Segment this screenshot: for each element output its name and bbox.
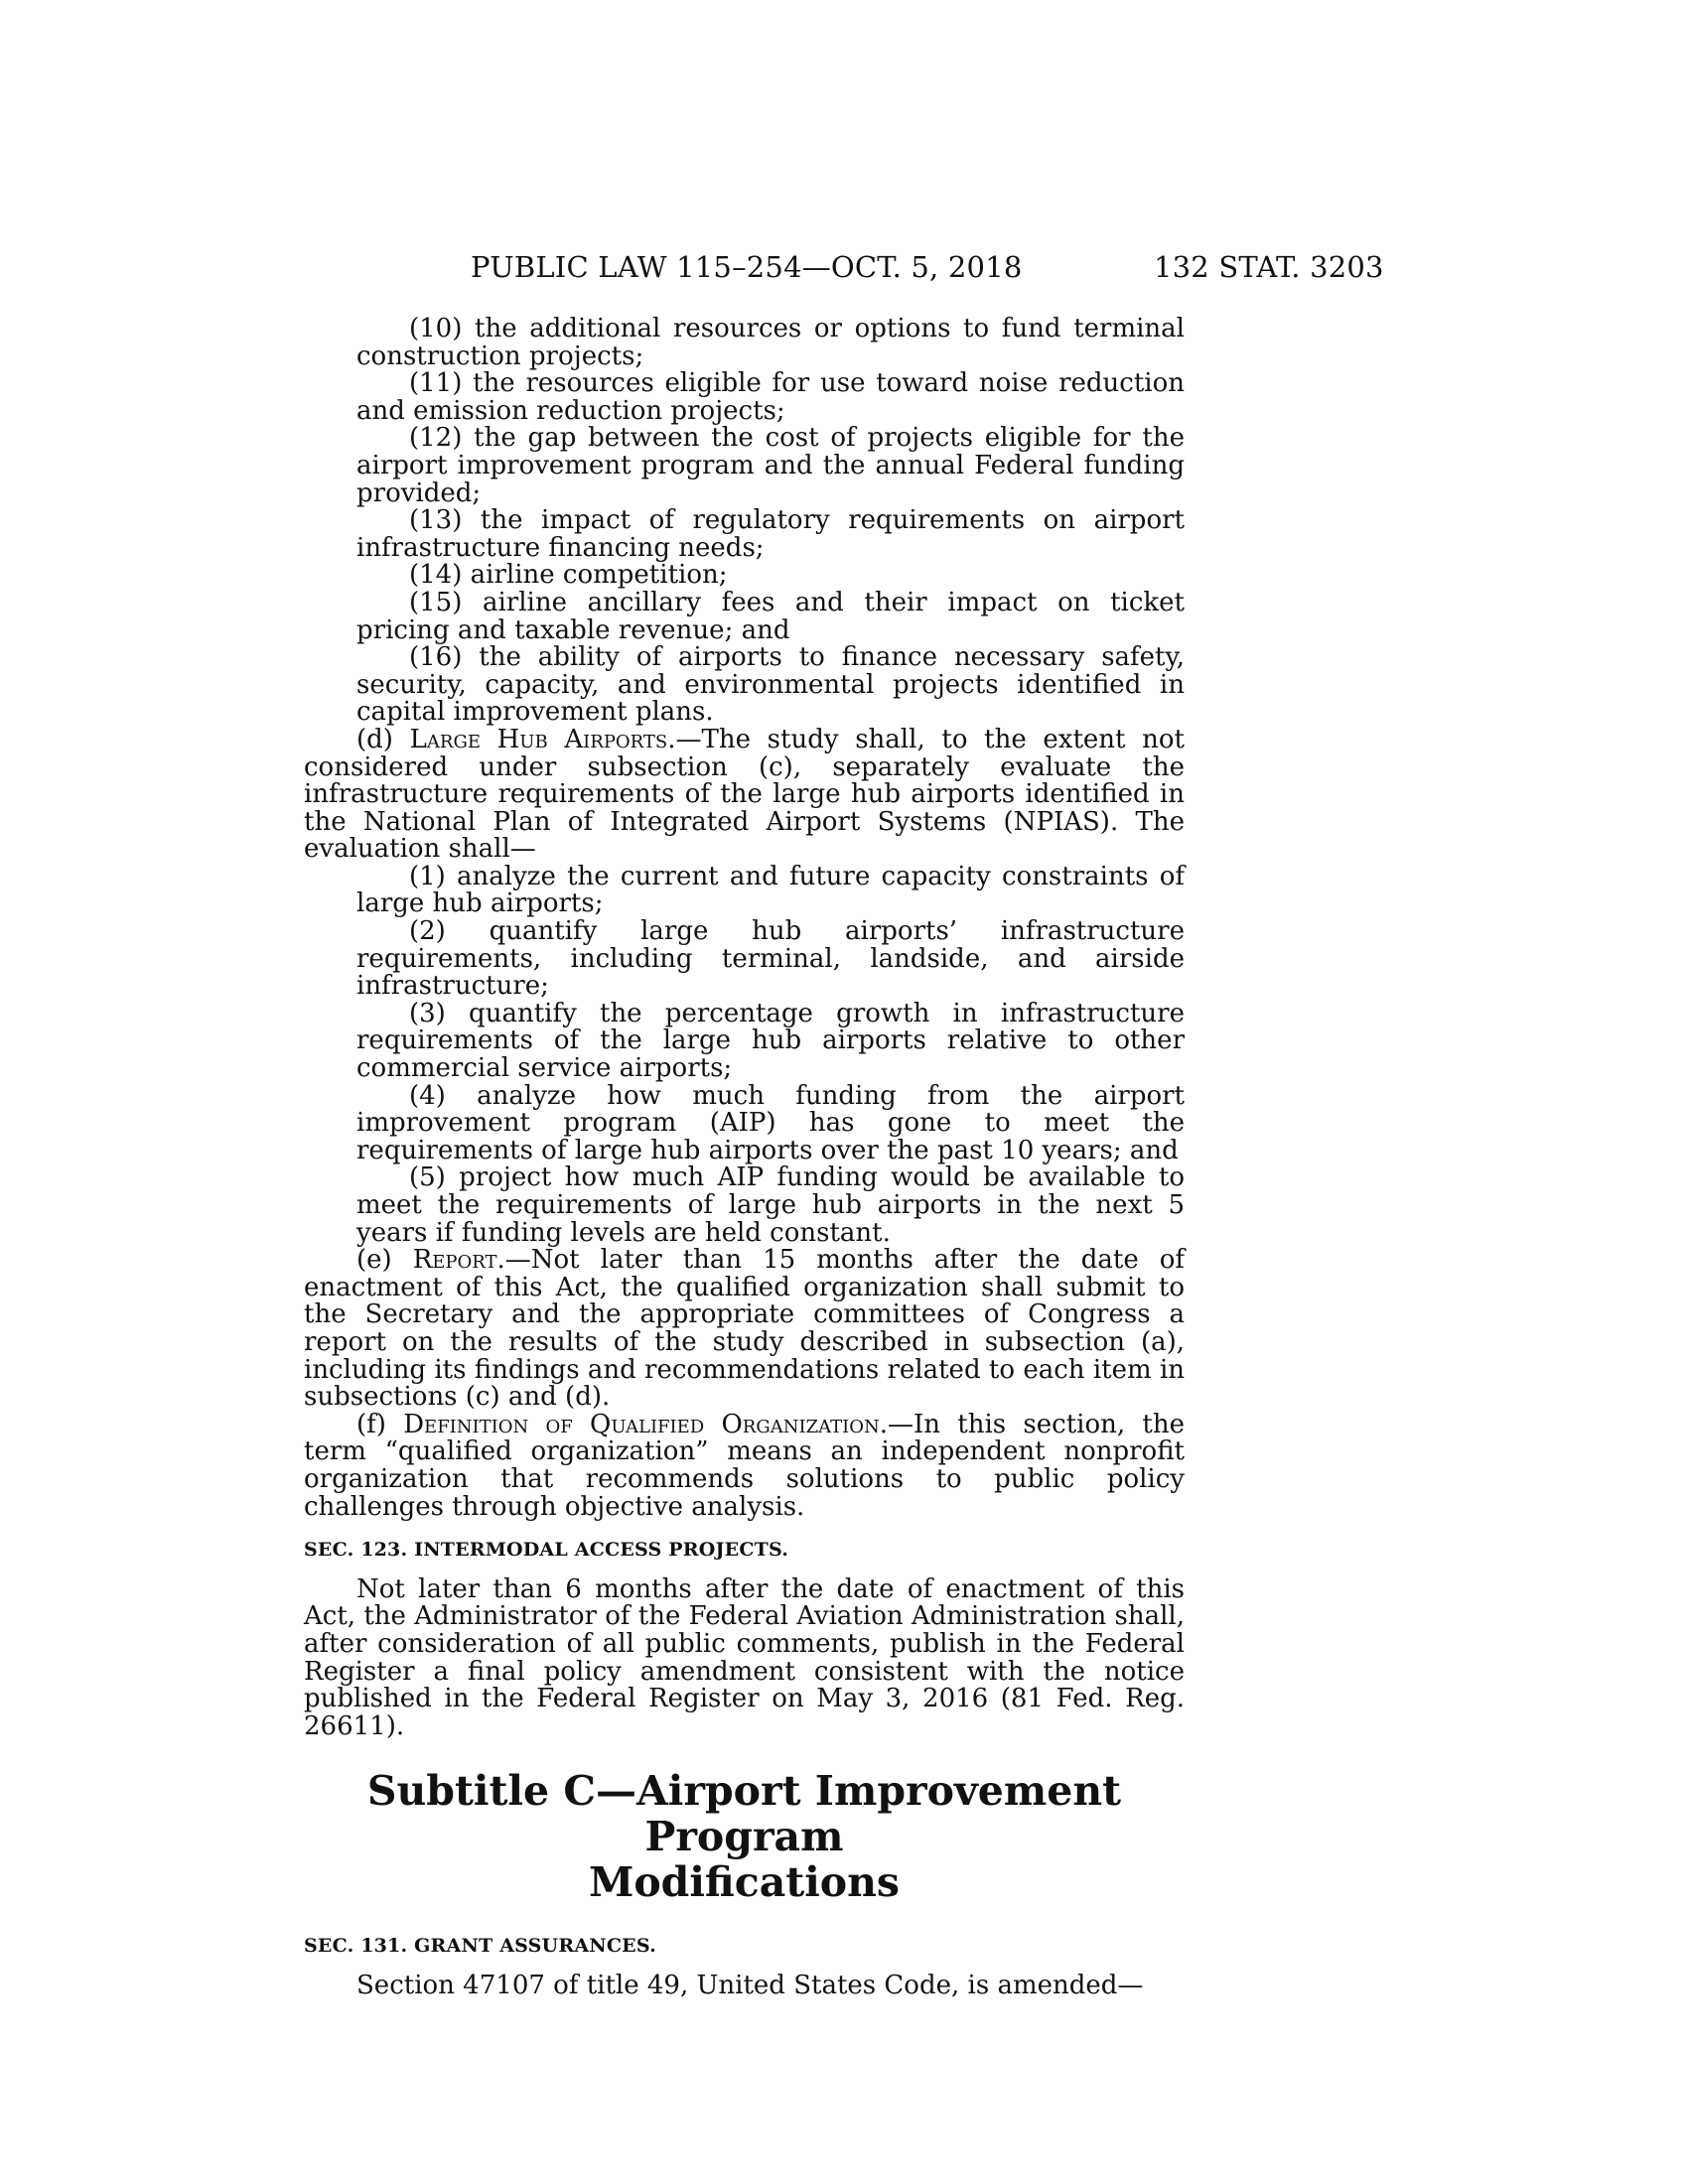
list-item: (10) the additional resources or options to fund terminal construction projects;: [356, 314, 1185, 371]
subsection-f-heading: Definition of Qualified Organization.: [403, 1409, 889, 1439]
list-item: (13) the impact of regulatory requirements on airport infrastructure financing needs;: [356, 505, 1185, 563]
list-item: (5) project how much AIP funding would be available to meet the requirements of large hub airports in the next 5 years if funding levels are held constant.: [356, 1162, 1185, 1248]
list-item: (16) the ability of airports to finance necessary safety, security, capacity, and environmental projects identified in capital improvement plans.: [356, 642, 1185, 728]
subsection-e-enum: (e): [356, 1245, 392, 1276]
document-body: [304, 316, 1185, 1999]
section-123-heading: SEC. 123. INTERMODAL ACCESS PROJECTS.: [304, 1539, 789, 1562]
section-131-text: Section 47107 of title 49, United States Code, is amended—: [356, 1970, 1144, 2000]
subsection-f-enum: (f): [356, 1409, 386, 1439]
list-item: (4) analyze how much funding from the airport improvement program (AIP) has gone to meet the requirements of large hub airports over the past 10 years; and: [356, 1080, 1185, 1165]
subtitle-heading: [304, 1768, 1185, 1905]
list-item: (14) airline competition;: [409, 560, 728, 591]
list-item: (12) the gap between the cost of projects eligible for the airport improvement program and the annual Federal funding provided;: [356, 423, 1185, 508]
running-header: [0, 250, 1688, 290]
subsection-d: [304, 724, 1185, 865]
running-head-title: PUBLIC LAW 115–254—OCT. 5, 2018: [471, 250, 1023, 284]
subsection-e-heading: Report.: [412, 1245, 505, 1276]
subtitle-line-2: Modifications: [588, 1858, 901, 1907]
list-item: (15) airline ancillary fees and their impact on ticket pricing and taxable revenue; and: [356, 587, 1185, 645]
list-item: (3) quantify the percentage growth in infrastructure requirements of the large hub airports relative to other commercial service airports;: [356, 998, 1185, 1084]
subsection-f-text: —In this section, the term “qualified organization” means an independent nonprofit organization that recommends solutions to public policy challenges through objective analysis.: [304, 1409, 1185, 1522]
list-item: (1) analyze the current and future capacity constraints of large hub airports;: [356, 861, 1185, 919]
section-123-text: Not later than 6 months after the date of enactment of this Act, the Administrator of the Federal Aviation Administration shall, after consideration of all public comments, publish in the Federal Register a final policy amendment consistent with the notice published in the Federal Register on May 3, 2016 (81 Fed. Reg. 26611).: [304, 1573, 1185, 1741]
list-item: (2) quantify large hub airports’ infrastructure requirements, including terminal, landside, and airside infrastructure;: [356, 916, 1185, 1002]
stat-page-number: 132 STAT. 3203: [1154, 250, 1384, 284]
list-item: (11) the resources eligible for use toward noise reduction and emission reduction projects;: [356, 368, 1185, 426]
subsection-d-enum: (d): [356, 724, 393, 754]
subsection-e: [304, 1247, 1185, 1412]
subsection-d-heading: Large Hub Airports.: [409, 724, 676, 754]
subtitle-line-1: Subtitle C—Airport Improvement Program: [366, 1767, 1122, 1861]
subsection-f: [304, 1409, 1185, 1522]
section-131-heading: SEC. 131. GRANT ASSURANCES.: [304, 1935, 656, 1958]
subsection-d-text: —The study shall, to the extent not considered under subsection (c), separately evaluate the infrastructure requirements of the large hub airports identified in the National Plan of Integrated Airport Systems (NPIAS). The evaluation shall—: [304, 724, 1185, 865]
subsection-e-text: —Not later than 15 months after the date of enactment of this Act, the qualified organization shall submit to the Secretary and the appropriate committees of Congress a report on the results of the study described in subsection (a), including its findings and recommendations related to each item in subsections (c) and (d).: [304, 1245, 1185, 1413]
